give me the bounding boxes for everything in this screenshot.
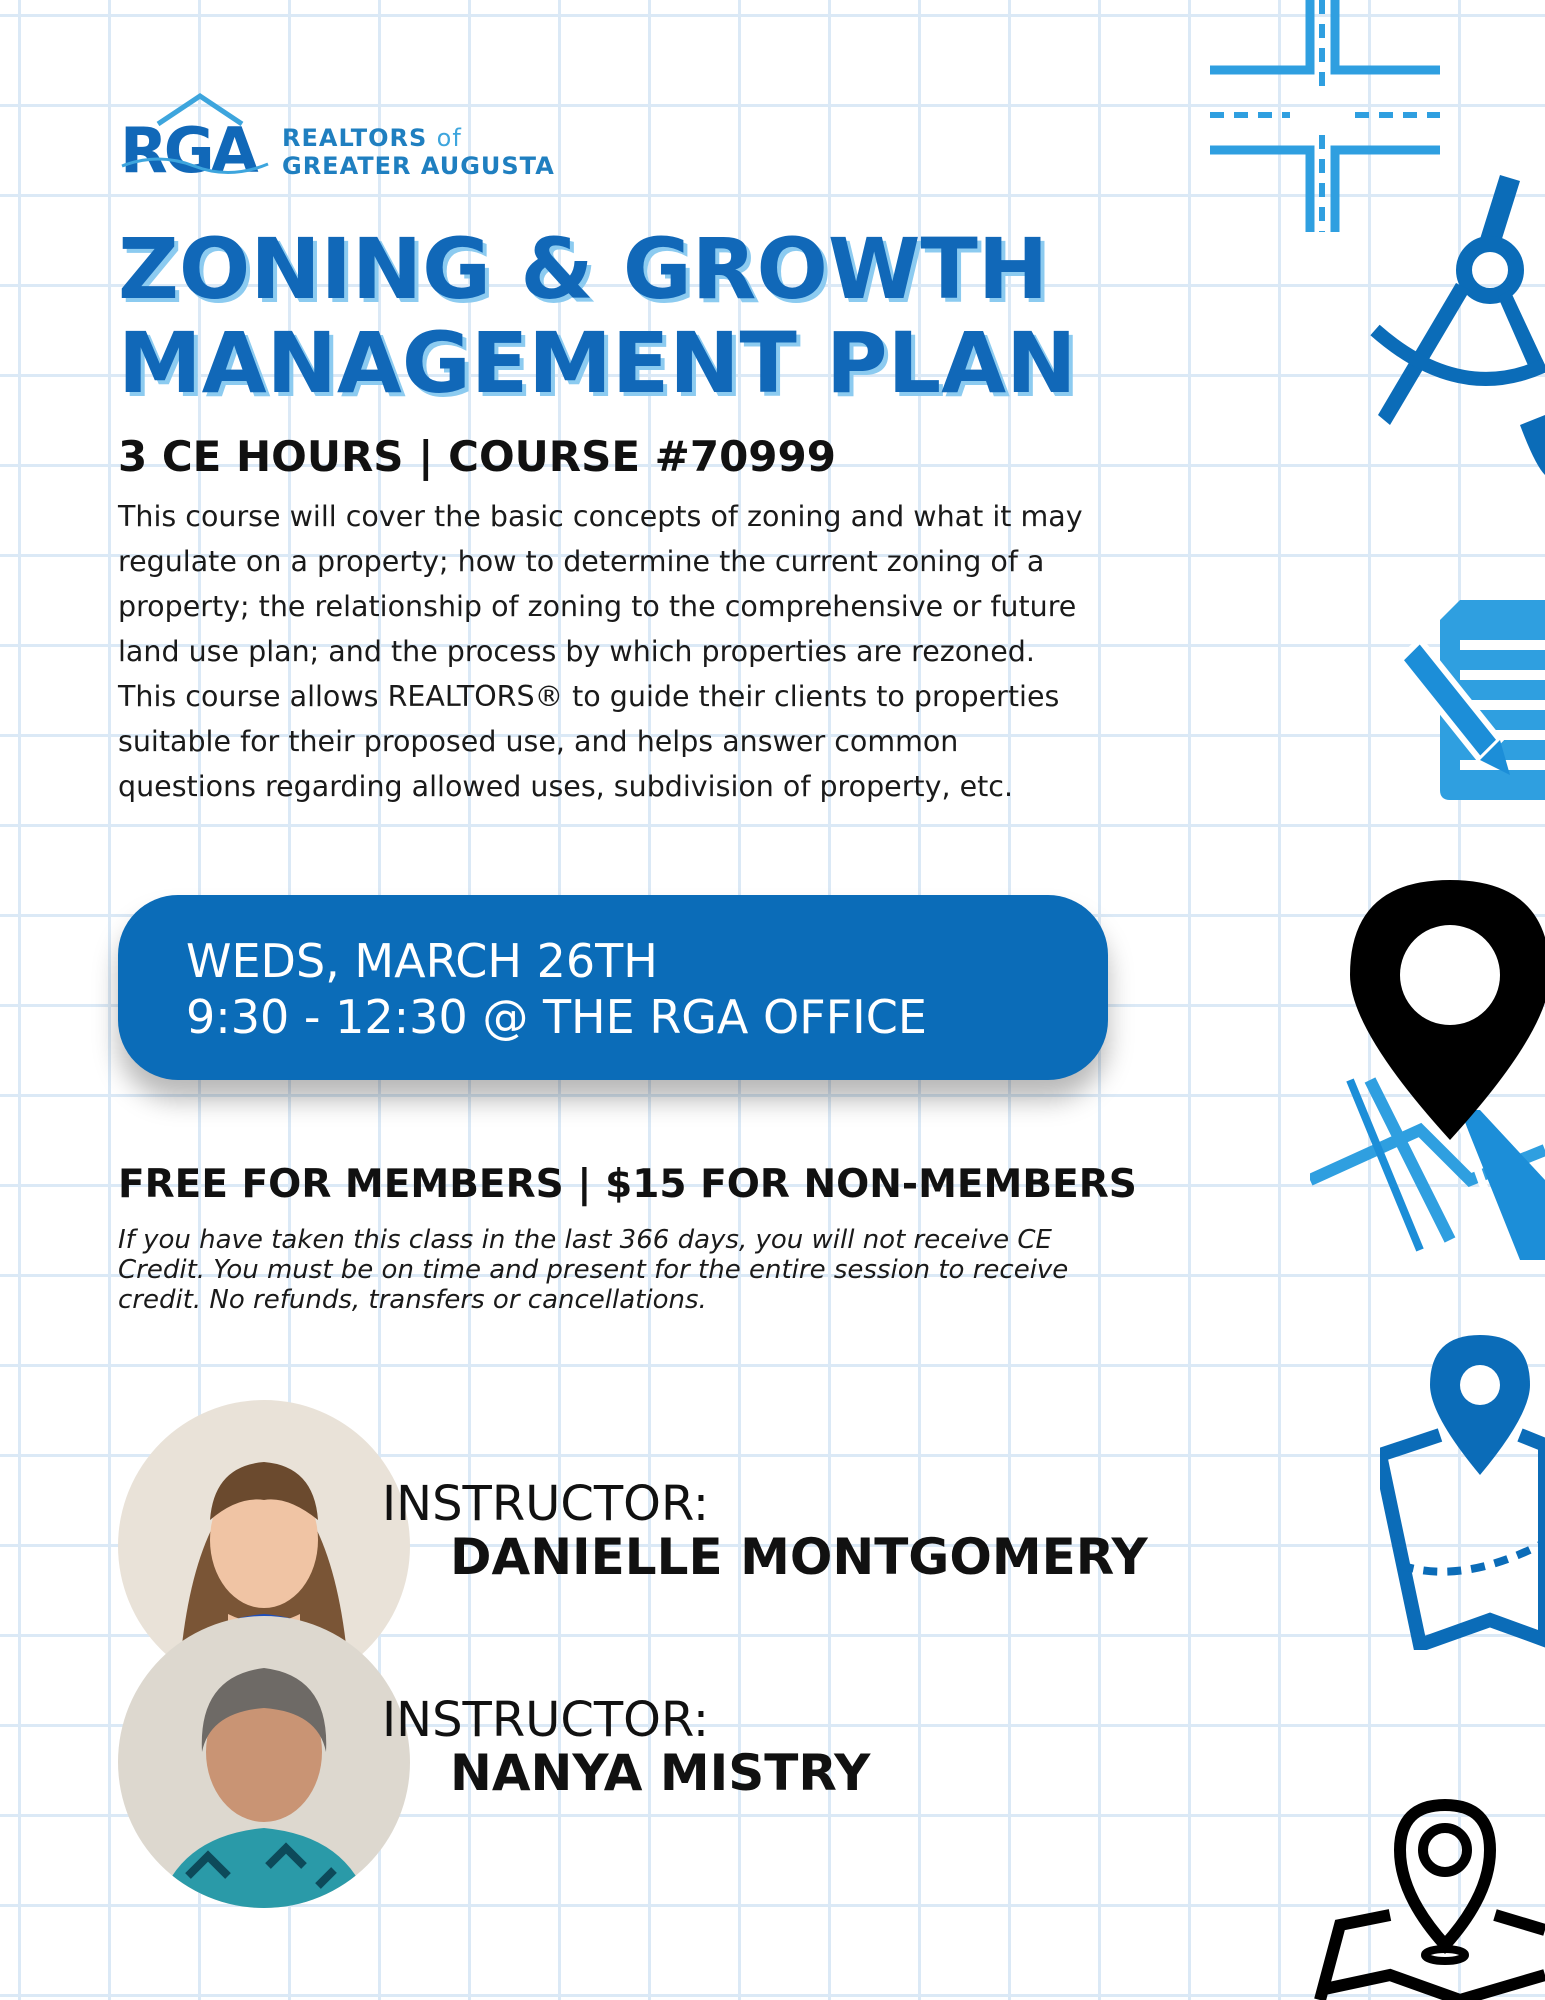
logo-of: of — [436, 124, 462, 152]
description-line: questions regarding allowed uses, subdivision of property, etc. — [118, 770, 1014, 803]
compass-icon — [1350, 175, 1545, 475]
title-line-2: MANAGEMENT PLAN — [118, 314, 1077, 412]
course-description — [118, 494, 1248, 809]
logo-greater-augusta: GREATER AUGUSTA — [282, 152, 555, 180]
logo-text — [282, 124, 555, 180]
page-title — [118, 222, 1076, 410]
instructor-2-label: INSTRUCTOR: — [382, 1692, 709, 1748]
description-line: suitable for their proposed use, and helps answer common — [118, 725, 959, 758]
event-date-box — [118, 895, 1108, 1080]
pricing-headline: FREE FOR MEMBERS | $15 FOR NON-MEMBERS — [118, 1162, 1137, 1207]
document-edit-icon — [1400, 600, 1545, 810]
disclaimer-line: credit. No refunds, transfers or cancellations. — [118, 1285, 707, 1315]
description-line: regulate on a property; how to determine the current zoning of a — [118, 545, 1045, 578]
disclaimer-line: If you have taken this class in the last 366 days, you will not receive CE — [118, 1225, 1052, 1255]
logo-realtors: REALTORS — [282, 124, 428, 152]
title-line-1: ZONING & GROWTH — [118, 220, 1049, 318]
description-line: This course will cover the basic concepts of zoning and what it may — [118, 500, 1083, 533]
rga-logo — [118, 92, 598, 192]
location-pin-map-icon — [1310, 880, 1545, 1260]
course-subtitle: 3 CE HOURS | COURSE #70999 — [118, 432, 836, 481]
logo-mark-icon — [118, 92, 288, 192]
instructor-1-label: INSTRUCTOR: — [382, 1476, 709, 1532]
description-line: This course allows REALTORS® to guide their clients to properties — [118, 680, 1060, 713]
instructor-2-name: NANYA MISTRY — [450, 1744, 871, 1802]
logo-mark-text: RGA — [120, 114, 255, 187]
instructor-1-name: DANIELLE MONTGOMERY — [450, 1528, 1148, 1586]
outline-pin-map-icon — [1310, 1775, 1545, 2000]
event-date: WEDS, MARCH 26TH — [186, 934, 658, 988]
event-time-place: 9:30 - 12:30 @ THE RGA OFFICE — [186, 990, 927, 1044]
description-line: land use plan; and the process by which properties are rezoned. — [118, 635, 1035, 668]
pricing-disclaimer — [118, 1225, 1238, 1315]
pin-map-icon — [1380, 1335, 1545, 1650]
description-line: property; the relationship of zoning to the comprehensive or future — [118, 590, 1077, 623]
disclaimer-line: Credit. You must be on time and present for the entire session to receive — [118, 1255, 1069, 1285]
instructor-photo-2 — [118, 1616, 410, 1908]
